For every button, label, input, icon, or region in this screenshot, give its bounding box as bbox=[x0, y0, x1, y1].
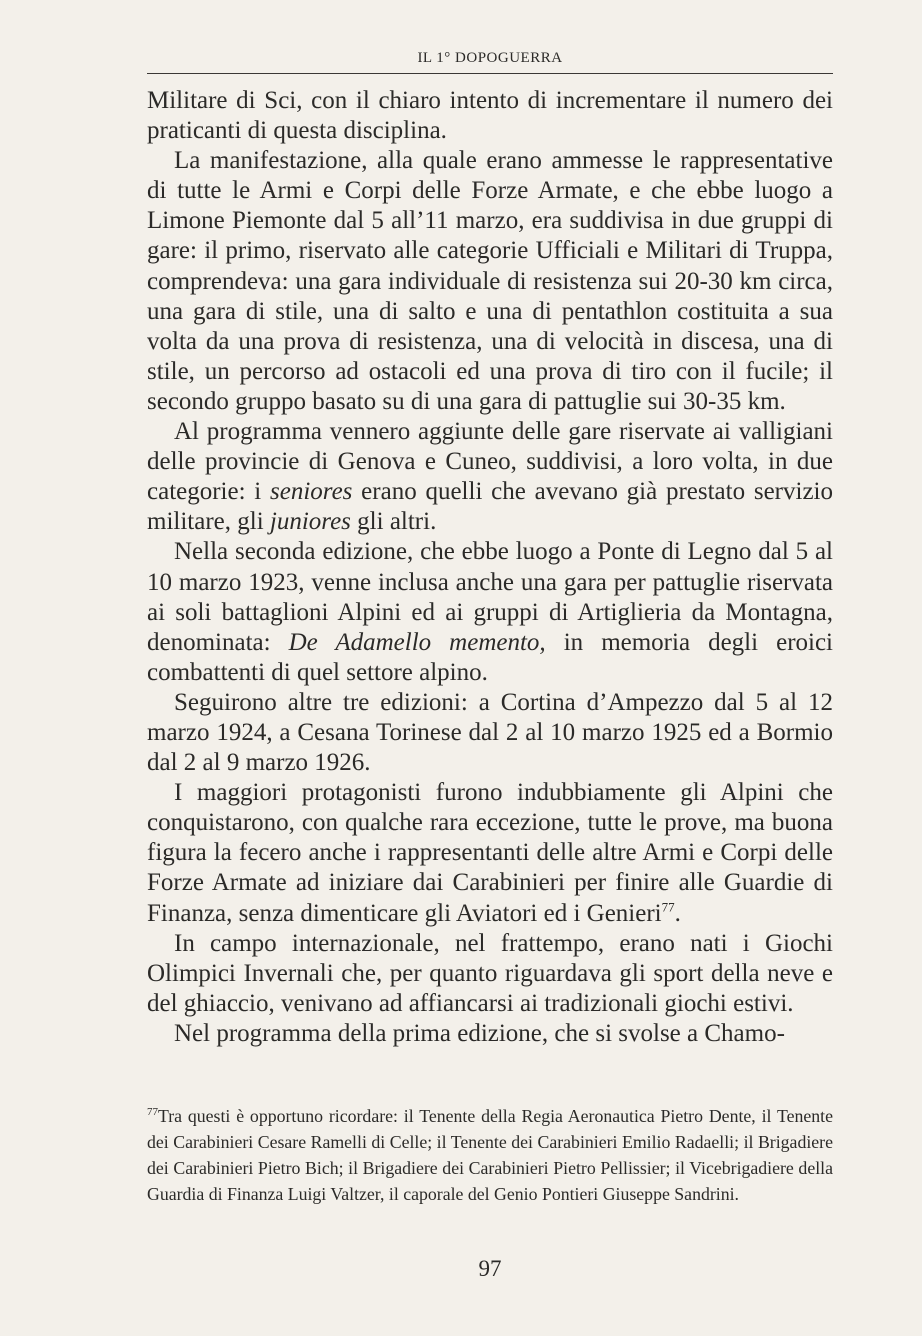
paragraph-3 bbox=[147, 417, 833, 537]
paragraph-3-text-b: erano quelli che avevano già prestato servizio militare, gli bbox=[147, 478, 833, 536]
paragraph-6-end: . bbox=[674, 899, 681, 927]
footnote-text: Tra questi è opportuno ricordare: il Tenente della Regia Aeronautica Pietro Dente, il Tenente dei Carabinieri Cesare Ramelli di Celle; il Tenente dei Carabinieri Emilio Radaelli; il Brigadiere dei Carabinieri Pietro Bich; il Brigadiere dei Carabinieri Pietro Pellissier; il Vicebrigadiere della Guardia di Finanza Luigi Valtzer, il caporale del Genio Pontieri Giuseppe Sandrini. bbox=[147, 1106, 833, 1204]
paragraph-4-text-b: in memoria degli eroici combattenti di quel settore alpino. bbox=[147, 628, 834, 686]
main-text bbox=[147, 86, 833, 1049]
term-seniores: seniores bbox=[270, 478, 353, 506]
footnote-reference: 77 bbox=[661, 899, 675, 915]
paragraph-3-text-c: gli altri. bbox=[350, 508, 437, 536]
footnote-paragraph bbox=[147, 1103, 833, 1207]
page-number: 97 bbox=[478, 1256, 502, 1281]
paragraph-4-text-a: Nella seconda edizione, che ebbe luogo a Ponte di Legno dal 5 al 10 marzo 1923, venne inclusa anche una gara per pattuglie riservata ai soli battaglioni Alpini ed ai gruppi di Artiglieria da Montagna, denominata: bbox=[147, 538, 833, 656]
paragraph-1: Militare di Sci, con il chiaro intento di incrementare il numero dei praticanti di questa disciplina. bbox=[147, 87, 833, 145]
paragraph-8: Nel programma della prima edizione, che si svolse a Chamo- bbox=[174, 1019, 785, 1047]
paragraph-6-text: I maggiori protagonisti furono indubbiamente gli Alpini che conquistarono, con qualche rara eccezione, tutte le prove, ma buona figura la fecero anche i rappresentanti delle altre Armi e Corpi delle Forze Armate ad iniziare dai Carabinieri per finire alle Guardie di Finanza, senza dimenticare gli Aviatori ed i Genieri bbox=[147, 779, 833, 927]
paragraph-6 bbox=[147, 778, 833, 928]
footnote-marker: 77 bbox=[147, 1106, 158, 1119]
paragraph-2: La manifestazione, alla quale erano ammesse le rappresentative di tutte le Armi e Corpi delle Forze Armate, e che ebbe luogo a Limone Piemonte dal 5 all’11 marzo, era suddivisa in due gruppi di gare: il primo, riservato alle categorie Ufficiali e Militari di Truppa, comprendeva: una gara individuale di resistenza sui 20-30 km circa, una gara di stile, una di salto e una di pentathlon costituita a sua volta da una prova di resistenza, una di velocità in discesa, una di stile, un percorso ad ostacoli ed una prova di tiro con il fucile; il secondo gruppo basato su di una gara di pattuglie sui 30-35 km. bbox=[147, 147, 833, 415]
paragraph-7: In campo internazionale, nel frattempo, erano nati i Giochi Olimpici Invernali che, per quanto riguardava gli sport della neve e del ghiaccio, venivano ad affiancarsi ai tradizionali giochi estivi. bbox=[147, 929, 833, 1017]
header-rule bbox=[147, 73, 833, 74]
running-title: IL 1° DOPOGUERRA bbox=[417, 50, 563, 66]
paragraph-3-text-a: Al programma vennero aggiunte delle gare riservate ai valligiani delle provincie di Genova e Cuneo, suddivisi, a loro volta, in due categorie: i bbox=[147, 418, 833, 506]
paragraph-4 bbox=[147, 537, 833, 687]
footnote bbox=[147, 1103, 833, 1207]
term-juniores: juniores bbox=[269, 508, 351, 536]
race-name-italic: De Adamello memento, bbox=[288, 628, 546, 656]
paragraph-5: Seguirono altre tre edizioni: a Cortina d’Ampezzo dal 5 al 12 marzo 1924, a Cesana Torinese dal 2 al 10 marzo 1925 ed a Bormio dal 2 al 9 marzo 1926. bbox=[147, 688, 833, 777]
